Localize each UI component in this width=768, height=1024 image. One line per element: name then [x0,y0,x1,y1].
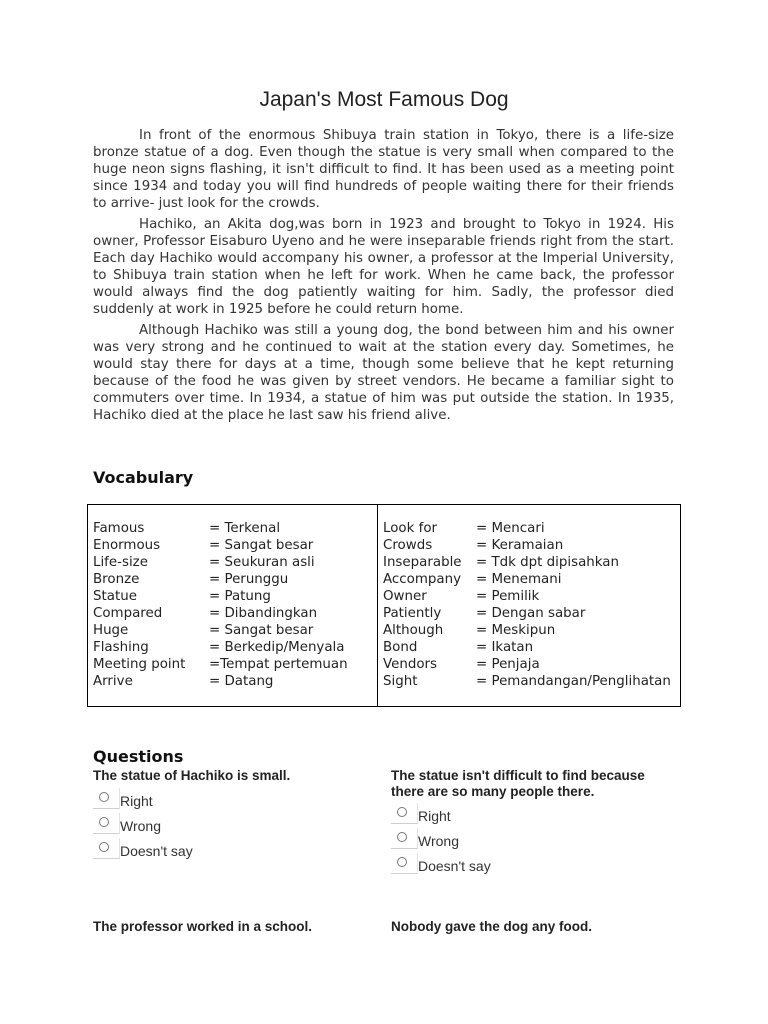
answer-option[interactable] [391,828,521,853]
vocabulary-meaning: = Pemilik [476,589,540,604]
vocabulary-term: Bond [383,640,418,655]
questions-heading: Questions [93,747,184,766]
vocabulary-meaning: = Perunggu [209,572,289,587]
vocabulary-meaning: = Dengan sabar [476,606,586,621]
vocabulary-row [93,520,377,537]
vocabulary-table [87,504,681,707]
vocabulary-meaning: = Dibandingkan [209,606,318,621]
vocabulary-row [383,554,680,571]
answer-option[interactable] [93,838,223,863]
vocabulary-meaning: = Patung [209,589,271,604]
vocabulary-term: Famous [93,521,145,536]
vocabulary-meaning: = Penjaja [476,657,540,672]
vocabulary-row [93,537,377,554]
vocabulary-term: Patiently [383,606,442,621]
question-1-options [93,788,223,863]
vocabulary-row [93,639,377,656]
vocabulary-term: Owner [383,589,427,604]
vocabulary-meaning: = Pemandangan/Penglihatan [476,674,671,689]
vocabulary-meaning: = Sangat besar [209,623,314,638]
radio-button-icon[interactable] [93,788,120,809]
vocabulary-term: Inseparable [383,555,462,570]
passage-paragraph: In front of the enormous Shibuya train station in Tokyo, there is a life-size bronze statue of a dog. Even though the statue is very small when compared to the huge neon signs flashing, it isn't difficult to find. It has been used as a meeting point since 1934 and today you will find hundreds of people waiting there for their friends to arrive- just look for the crowds. [93,128,674,211]
vocabulary-meaning: =Tempat pertemuan [209,657,348,672]
vocabulary-row [383,520,680,537]
vocabulary-column-left [88,505,378,706]
vocabulary-row [93,571,377,588]
vocabulary-meaning: = Ikatan [476,640,534,655]
vocabulary-meaning: = Datang [209,674,274,689]
vocabulary-term: Huge [93,623,129,638]
vocabulary-row [383,588,680,605]
vocabulary-term: Flashing [93,640,149,655]
vocabulary-term: Arrive [93,674,133,689]
vocabulary-row [93,554,377,571]
vocabulary-row [93,673,377,690]
vocabulary-term: Sight [383,674,418,689]
answer-option[interactable] [391,803,521,828]
vocabulary-term: Life-size [93,555,148,570]
answer-option-label: Wrong [418,833,459,849]
answer-option-label: Right [418,808,451,824]
vocabulary-row [383,571,680,588]
page-title: Japan's Most Famous Dog [259,88,509,111]
vocabulary-meaning: = Menemani [476,572,562,587]
vocabulary-row [93,622,377,639]
vocabulary-row [383,656,680,673]
vocabulary-heading: Vocabulary [93,468,194,487]
vocabulary-row [383,537,680,554]
vocabulary-meaning: = Keramaian [476,538,564,553]
vocabulary-row [383,622,680,639]
question-4-text: Nobody gave the dog any food. [391,919,593,934]
vocabulary-row [383,639,680,656]
vocabulary-row [383,673,680,690]
vocabulary-meaning: = Mencari [476,521,545,536]
answer-option[interactable] [391,853,521,878]
question-3-text: The professor worked in a school. [93,919,313,934]
vocabulary-term: Meeting point [93,657,186,672]
passage-paragraph: Although Hachiko was still a young dog, the bond between him and his owner was very strong and he continued to wait at the station every day. Sometimes, he would stay there for days at a time, though some believe that he kept returning because of the food he was given by street vendors. He became a familiar sight to commuters over time. In 1934, a statue of him was put outside the station. In 1935, Hachiko died at the place he last saw his friend alive. [93,323,674,423]
vocabulary-meaning: = Tdk dpt dipisahkan [476,555,619,570]
vocabulary-term: Accompany [383,572,462,587]
answer-option-label: Doesn't say [418,858,491,874]
vocabulary-meaning: = Terkenal [209,521,281,536]
vocabulary-term: Enormous [93,538,161,553]
vocabulary-term: Statue [93,589,137,604]
vocabulary-term: Look for [383,521,438,536]
vocabulary-term: Compared [93,606,163,621]
answer-option[interactable] [93,788,223,813]
vocabulary-column-right [378,505,680,706]
answer-option-label: Right [120,793,153,809]
answer-option[interactable] [93,813,223,838]
vocabulary-term: Although [383,623,444,638]
radio-button-icon[interactable] [93,813,120,834]
vocabulary-meaning: = Berkedip/Menyala [209,640,345,655]
vocabulary-meaning: = Sangat besar [209,538,314,553]
radio-button-icon[interactable] [391,803,418,824]
passage-paragraph: Hachiko, an Akita dog,was born in 1923 and brought to Tokyo in 1924. His owner, Professor Eisaburo Uyeno and he were inseparable friends right from the start. Each day Hachiko would accompany his owner, a professor at the Imperial University, to Shibuya train station when he left for work. When he came back, the professor would always find the dog patiently waiting for him. Sadly, the professor died suddenly at work in 1925 before he could return home. [93,217,674,317]
question-2-options [391,803,521,878]
radio-button-icon[interactable] [391,828,418,849]
reading-passage [93,127,674,428]
radio-button-icon[interactable] [391,853,418,874]
vocabulary-meaning: = Meskipun [476,623,556,638]
radio-button-icon[interactable] [93,838,120,859]
answer-option-label: Doesn't say [120,843,193,859]
question-1-text: The statue of Hachiko is small. [93,768,291,783]
vocabulary-meaning: = Seukuran asli [209,555,315,570]
vocabulary-row [93,588,377,605]
vocabulary-term: Bronze [93,572,140,587]
question-2-text: The statue isn't difficult to find because there are so many people there. [391,768,645,799]
vocabulary-row [93,605,377,622]
vocabulary-term: Crowds [383,538,433,553]
answer-option-label: Wrong [120,818,161,834]
vocabulary-row [93,656,377,673]
vocabulary-row [383,605,680,622]
vocabulary-term: Vendors [383,657,438,672]
